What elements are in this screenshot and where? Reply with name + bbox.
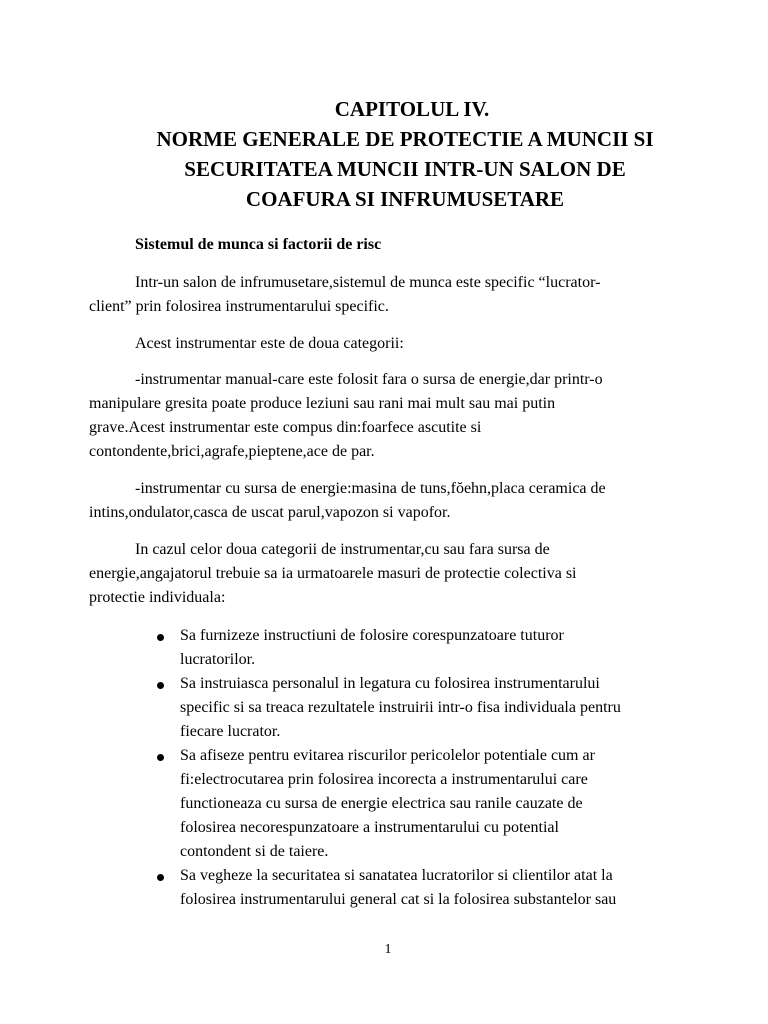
list-item bbox=[155, 672, 715, 744]
chapter-title-line: SECURITATEA MUNCII INTR-UN SALON DE bbox=[184, 157, 626, 181]
list-item-line: Sa vegheze la securitatea si sanatatea lucratorilor si clientilor atat la bbox=[180, 867, 613, 884]
paragraph-line: contondente,brici,agrafe,pieptene,ace de par. bbox=[89, 443, 375, 460]
paragraph-line: In cazul celor doua categorii de instrumentar,cu sau fara sursa de bbox=[135, 541, 550, 558]
paragraph-line: grave.Acest instrumentar este compus din:foarfece ascutite si bbox=[89, 419, 482, 436]
paragraph-line: Acest instrumentar este de doua categorii: bbox=[135, 335, 404, 352]
list-item-line: fiecare lucrator. bbox=[180, 723, 281, 740]
bullet-list bbox=[155, 624, 715, 912]
paragraph bbox=[89, 368, 689, 464]
paragraph bbox=[89, 332, 689, 356]
paragraph bbox=[89, 271, 689, 319]
list-item-line: functioneaza cu sursa de energie electrica sau ranile cauzate de bbox=[180, 795, 583, 812]
paragraph-line: protectie individuala: bbox=[89, 589, 226, 606]
paragraph-line: energie,angajatorul trebuie sa ia urmatoarele masuri de protectie colectiva si bbox=[89, 565, 577, 582]
bullet-icon bbox=[157, 874, 164, 881]
chapter-title bbox=[0, 94, 768, 214]
paragraph-line: manipulare gresita poate produce leziuni sau rani mai mult sau mai putin bbox=[89, 395, 556, 412]
paragraph-line: -instrumentar manual-care este folosit fara o sursa de energie,dar printr-o bbox=[135, 371, 603, 388]
list-item-line: specific si sa treaca rezultatele instruirii intr-o fisa individuala pentru bbox=[180, 699, 621, 716]
list-item-line: folosirea instrumentarului general cat si la folosirea substantelor sau bbox=[180, 891, 617, 908]
list-item bbox=[155, 624, 715, 672]
chapter-title-line: COAFURA SI INFRUMUSETARE bbox=[245, 187, 565, 211]
list-item-line: fi:electrocutarea prin folosirea incorecta a instrumentarului care bbox=[180, 771, 588, 788]
bullet-icon bbox=[157, 682, 164, 689]
chapter-title-line: NORME GENERALE DE PROTECTIE A MUNCII SI bbox=[156, 127, 654, 151]
paragraph-line: intins,ondulator,casca de uscat parul,vapozon si vapofor. bbox=[89, 504, 451, 521]
list-item bbox=[155, 864, 715, 912]
paragraph bbox=[89, 477, 689, 525]
list-item-line: contondent si de taiere. bbox=[180, 843, 329, 860]
paragraph-line: -instrumentar cu sursa de energie:masina de tuns,fŏehn,placa ceramica de bbox=[135, 480, 606, 497]
list-item-line: Sa instruiasca personalul in legatura cu folosirea instrumentarului bbox=[180, 675, 600, 692]
list-item bbox=[155, 744, 715, 864]
bullet-icon bbox=[157, 754, 164, 761]
paragraph bbox=[89, 538, 689, 610]
chapter-number: CAPITOLUL IV. bbox=[334, 97, 490, 121]
list-item-line: Sa afiseze pentru evitarea riscurilor pericolelor potentiale cum ar bbox=[180, 747, 595, 764]
bullet-icon bbox=[157, 634, 164, 641]
paragraph-line: Intr-un salon de infrumusetare,sistemul de munca este specific “lucrator- bbox=[135, 274, 601, 291]
list-item-line: lucratorilor. bbox=[180, 651, 256, 668]
list-item-line: folosirea necorespunzatoare a instrumentarului cu potential bbox=[180, 819, 559, 836]
paragraph-line: client” prin folosirea instrumentarului specific. bbox=[89, 298, 389, 315]
section-heading: Sistemul de munca si factorii de risc bbox=[135, 236, 382, 253]
page-number: 1 bbox=[384, 942, 392, 957]
list-item-line: Sa furnizeze instructiuni de folosire corespunzatoare tuturor bbox=[180, 627, 564, 644]
